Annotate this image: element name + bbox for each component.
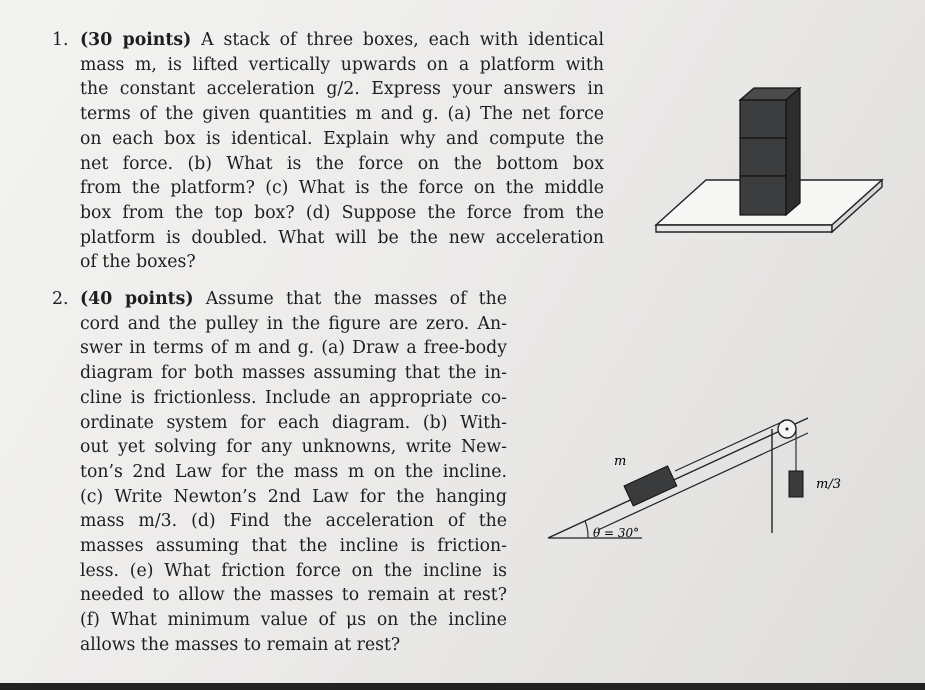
problem-2-line: allows the masses to remain at rest?: [80, 634, 401, 655]
pulley-axle: [786, 428, 789, 431]
problem-1-number: 1.: [52, 30, 69, 50]
problem-2-line: cord and the pulley in the figure are zero. An-: [80, 313, 507, 334]
problem-1-line: platform is doubled. What will be the new acceleration: [80, 227, 604, 248]
problem-1-text: [80, 28, 604, 275]
middle-box: [740, 138, 786, 176]
problem-2-line: ordinate system for each diagram. (b) With-: [80, 412, 507, 433]
hanging-mass-label: m/3: [816, 477, 841, 492]
problem-2-line: (40 points) Assume that the masses of the: [80, 289, 507, 309]
problem-2-line: (f) What minimum value of μs on the incline: [80, 610, 507, 631]
photo-bottom-edge: [0, 683, 925, 690]
problem-1-line: net force. (b) What is the force on the bottom box: [80, 153, 604, 174]
problem-2-line: mass m/3. (d) Find the acceleration of the: [80, 511, 507, 532]
mass-m-block: [624, 466, 677, 506]
incline-pulley-figure: [540, 405, 870, 550]
problem-2-points: (40 points): [80, 289, 194, 309]
incline-bar-lower: [598, 433, 808, 530]
problem-1: [52, 28, 604, 275]
problem-2-line: cline is frictionless. Include an appropriate co-: [80, 387, 507, 408]
incline-surface: [548, 418, 808, 538]
problem-1-line: box from the top box? (d) Suppose the force from the: [80, 202, 604, 223]
angle-label: θ = 30°: [593, 526, 640, 540]
problem-1-line: (30 points) A stack of three boxes, each with identical: [80, 30, 604, 50]
problem-2-line: needed to allow the masses to remain at rest?: [80, 585, 507, 606]
problem-2: [52, 287, 507, 658]
problem-2-line: out yet solving for any unknowns, write New-: [80, 437, 507, 458]
problem-1-points: (30 points): [80, 30, 192, 50]
problem-2-line: swer in terms of m and g. (a) Draw a free-body: [80, 338, 507, 359]
angle-arc: [585, 521, 588, 538]
problem-1-line: of the boxes?: [80, 252, 196, 273]
problem-1-line: on each box is identical. Explain why and compute the: [80, 128, 604, 149]
platform-edge: [656, 225, 832, 232]
problem-1-line: mass m, is lifted vertically upwards on a platform with: [80, 54, 604, 75]
problem-2-number: 2.: [52, 289, 69, 309]
hanging-mass-block: [789, 471, 803, 497]
problem-1-line: the constant acceleration g/2. Express your answers in: [80, 79, 604, 100]
box-stack-figure: [650, 80, 890, 250]
bottom-box: [740, 176, 786, 215]
top-box: [740, 100, 786, 138]
mass-m-label: m: [614, 454, 627, 469]
problem-2-line: ton’s 2nd Law for the mass m on the incline.: [80, 461, 507, 482]
problem-2-line: (c) Write Newton’s 2nd Law for the hanging: [80, 486, 507, 507]
box-stack: [740, 88, 800, 215]
problem-2-text: [80, 287, 507, 658]
problem-2-line: diagram for both masses assuming that the in-: [80, 363, 507, 384]
cord-incline: [675, 421, 784, 471]
stack-side-face: [786, 88, 800, 215]
problem-1-line: from the platform? (c) What is the force on the middle: [80, 178, 604, 199]
problem-2-line: masses assuming that the incline is friction-: [80, 536, 507, 557]
problem-2-line: less. (e) What friction force on the incline is: [80, 560, 507, 581]
problem-1-line: terms of the given quantities m and g. (a) The net force: [80, 104, 604, 125]
